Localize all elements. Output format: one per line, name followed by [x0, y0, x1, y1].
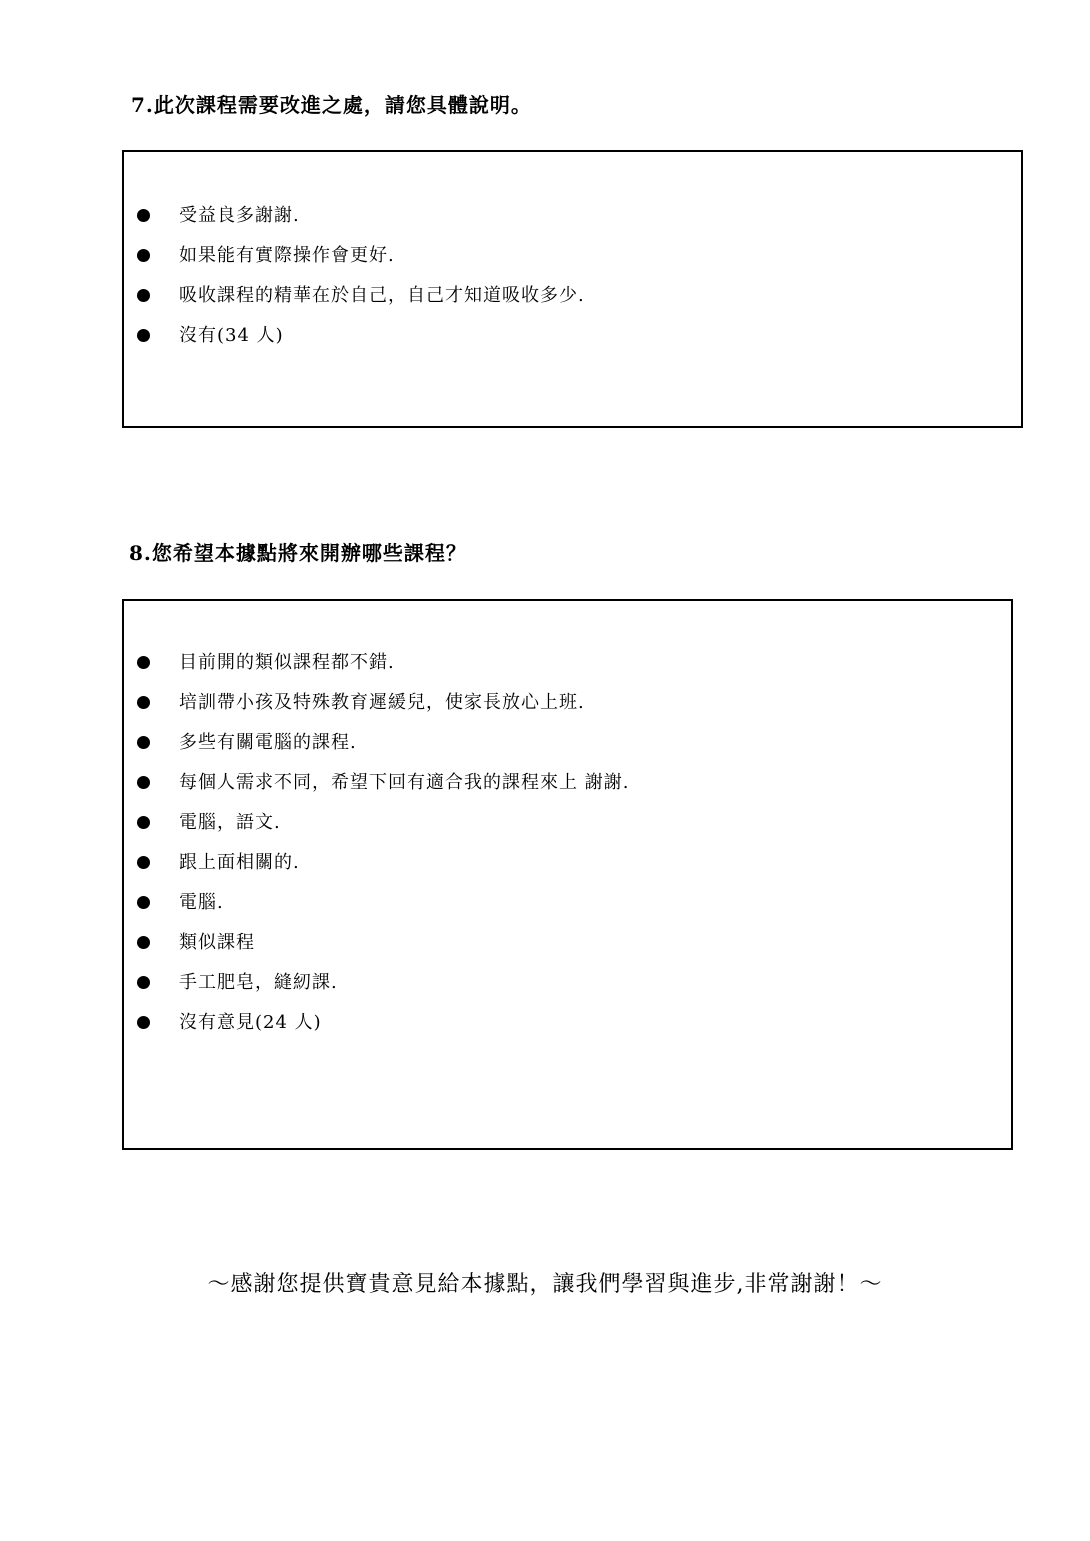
- bullet-icon: [137, 696, 150, 709]
- list-item: [124, 971, 1011, 1011]
- question-8-title: 8.您希望本據點將來開辦哪些課程？: [129, 541, 467, 565]
- bullet-icon: [137, 736, 150, 749]
- closing-message: ～感謝您提供寶貴意見給本據點，讓我們學習與進步,非常謝謝！～: [207, 1272, 883, 1297]
- list-item: [124, 284, 1021, 324]
- list-item: [124, 931, 1011, 971]
- answer-text: 手工肥皂，縫紉課.: [179, 972, 338, 993]
- list-item: [124, 811, 1011, 851]
- question-7-answer-list: [124, 204, 1021, 364]
- bullet-icon: [137, 329, 150, 342]
- list-item: [124, 1011, 1011, 1051]
- question-7-answer-box: [122, 150, 1023, 428]
- answer-text: 培訓帶小孩及特殊教育遲緩兒，使家長放心上班.: [179, 692, 585, 713]
- answer-text: 吸收課程的精華在於自己，自己才知道吸收多少.: [179, 285, 585, 306]
- list-item: [124, 651, 1011, 691]
- answer-text: 沒有(34 人): [179, 325, 284, 346]
- bullet-icon: [137, 289, 150, 302]
- list-item: [124, 324, 1021, 364]
- list-item: [124, 851, 1011, 891]
- bullet-icon: [137, 816, 150, 829]
- answer-text: 電腦.: [179, 892, 224, 913]
- bullet-icon: [137, 936, 150, 949]
- list-item: [124, 204, 1021, 244]
- list-item: [124, 771, 1011, 811]
- bullet-icon: [137, 896, 150, 909]
- answer-text: 目前開的類似課程都不錯.: [179, 652, 395, 673]
- bullet-icon: [137, 656, 150, 669]
- answer-text: 如果能有實際操作會更好.: [179, 245, 395, 266]
- answer-text: 跟上面相關的.: [179, 852, 300, 873]
- bullet-icon: [137, 249, 150, 262]
- question-8-answer-box: [122, 599, 1013, 1150]
- bullet-icon: [137, 856, 150, 869]
- list-item: [124, 691, 1011, 731]
- answer-text: 多些有關電腦的課程.: [179, 732, 357, 753]
- question-7-title: 7.此次課程需要改進之處，請您具體說明。: [131, 93, 532, 117]
- bullet-icon: [137, 1016, 150, 1029]
- answer-text: 電腦，語文.: [179, 812, 281, 833]
- answer-text: 每個人需求不同，希望下回有適合我的課程來上 謝謝.: [179, 772, 630, 793]
- answer-text: 沒有意見(24 人): [179, 1012, 322, 1033]
- bullet-icon: [137, 209, 150, 222]
- bullet-icon: [137, 976, 150, 989]
- question-8-answer-list: [124, 651, 1011, 1051]
- answer-text: 受益良多謝謝.: [179, 205, 300, 226]
- list-item: [124, 891, 1011, 931]
- list-item: [124, 731, 1011, 771]
- bullet-icon: [137, 776, 150, 789]
- answer-text: 類似課程: [179, 932, 255, 953]
- list-item: [124, 244, 1021, 284]
